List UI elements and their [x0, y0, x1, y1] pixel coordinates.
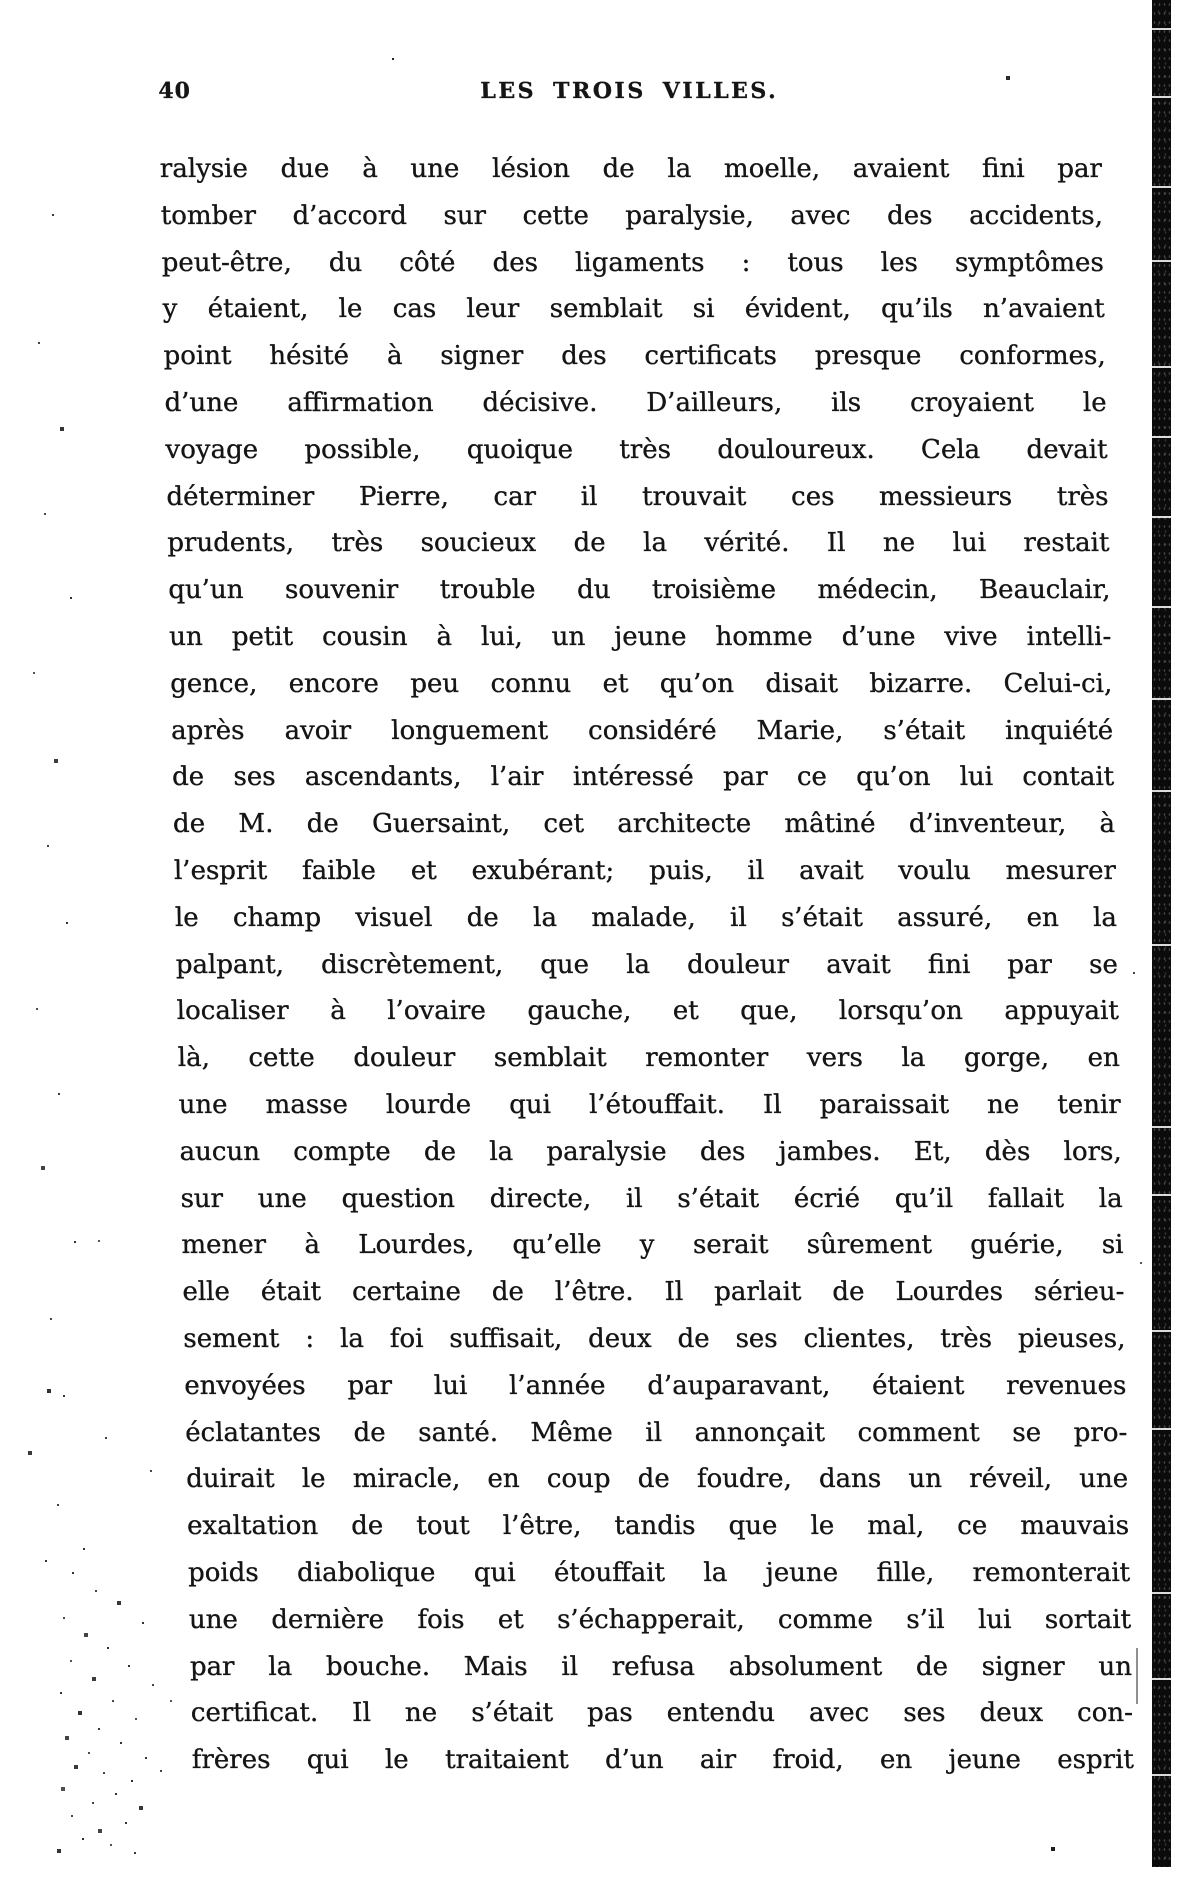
text-column — [158, 76, 1134, 1784]
text-line: par la bouche. Mais il refusa absolument de signer un — [189, 1651, 1133, 1682]
text-line: l’esprit faible et exubérant; puis, il avait voulu mesurer — [173, 855, 1117, 886]
text-line: y étaient, le cas leur semblait si évident, qu’ils n’avaient — [162, 294, 1105, 325]
band-crack — [1152, 96, 1171, 98]
text-line: voyage possible, quoique très douloureux. Cela devait — [165, 434, 1108, 465]
band-crack — [1152, 1678, 1171, 1680]
band-crack — [1152, 1592, 1171, 1594]
band-crack — [1152, 1428, 1171, 1430]
text-line: elle était certaine de l’être. Il parlait de Lourdes sérieu- — [182, 1277, 1125, 1308]
text-line: de M. de Guersaint, cet architecte mâtiné d’inventeur, à — [172, 809, 1116, 840]
band-crack — [1152, 790, 1171, 792]
band-crack — [1152, 1194, 1171, 1196]
text-line: exaltation de tout l’être, tandis que le mal, ce mauvais — [186, 1511, 1130, 1542]
band-crack — [1152, 28, 1171, 30]
band-crack — [1152, 944, 1171, 946]
page-header — [158, 76, 1101, 106]
text-line: éclatantes de santé. Même il annonçait comment se pro- — [184, 1417, 1128, 1448]
text-line: d’une affirmation décisive. D’ailleurs, ils croyaient le — [164, 387, 1107, 418]
body-text — [159, 146, 1134, 1784]
page-number: 40 — [158, 78, 192, 104]
running-title: LES TROIS VILLES. — [480, 78, 779, 104]
text-line: aucun compte de la paralysie des jambes. Et, dès lors, — [179, 1136, 1122, 1167]
text-line: sur une question directe, il s’était écrié qu’il fallait la — [180, 1183, 1123, 1214]
text-line: sement : la foi suffisait, deux de ses clientes, très pieuses, — [183, 1323, 1126, 1354]
band-crack — [1152, 186, 1171, 188]
text-line: après avoir longuement considéré Marie, s’était inquiété — [170, 715, 1114, 746]
text-line: mener à Lourdes, qu’elle y serait sûrement guérie, si — [181, 1230, 1124, 1261]
text-line: une masse lourde qui l’étouffait. Il paraissait ne tenir — [178, 1089, 1121, 1120]
text-line: palpant, discrètement, que la douleur avait fini par se — [175, 949, 1119, 980]
scan-margin-mark — [1136, 1648, 1138, 1704]
band-crack — [1152, 436, 1171, 438]
text-line: de ses ascendants, l’air intéressé par ce qu’on lui contait — [171, 762, 1115, 793]
band-crack — [1152, 516, 1171, 518]
text-line: frères qui le traitaient d’un air froid, en jeune esprit — [191, 1745, 1135, 1776]
text-line: gence, encore peu connu et qu’on disait bizarre. Celui-ci, — [169, 668, 1113, 699]
text-line: point hésité à signer des certificats presque conformes, — [163, 341, 1106, 372]
text-line: là, cette douleur semblait remonter vers la gorge, en — [177, 1043, 1121, 1074]
scan-noise-dense — [0, 0, 2, 2]
text-line: qu’un souvenir trouble du troisième médecin, Beauclair, — [168, 575, 1111, 606]
text-line: un petit cousin à lui, un jeune homme d’une vive intelli- — [168, 621, 1112, 652]
band-crack — [1152, 606, 1171, 608]
text-line: envoyées par lui l’année d’auparavant, étaient revenues — [183, 1370, 1127, 1401]
text-line: déterminer Pierre, car il trouvait ces messieurs très — [166, 481, 1109, 512]
band-crack — [1152, 1126, 1171, 1128]
band-crack — [1152, 1330, 1171, 1332]
scan-gutter-band — [1152, 0, 1171, 1867]
text-line: une dernière fois et s’échapperait, comme s’il lui sortait — [188, 1604, 1132, 1635]
band-crack — [1152, 1774, 1171, 1776]
text-line: poids diabolique qui étouffait la jeune fille, remonterait — [187, 1557, 1131, 1588]
text-line: localiser à l’ovaire gauche, et que, lorsqu’on appuyait — [176, 996, 1120, 1027]
text-line: le champ visuel de la malade, il s’était assuré, en la — [174, 902, 1118, 933]
text-line: peut-être, du côté des ligaments : tous les symptômes — [161, 247, 1105, 278]
band-crack — [1152, 366, 1171, 368]
text-line: ralysie due à une lésion de la moelle, avaient fini par — [159, 154, 1103, 184]
text-line: tomber d’accord sur cette paralysie, avec des accidents, — [160, 200, 1104, 231]
band-crack — [1152, 260, 1171, 262]
band-crack — [1152, 698, 1171, 700]
text-line: prudents, très soucieux de la vérité. Il ne lui restait — [167, 528, 1110, 559]
text-line: duirait le miracle, en coup de foudre, dans un réveil, une — [185, 1464, 1129, 1495]
text-line: certificat. Il ne s’était pas entendu avec ses deux con- — [190, 1698, 1134, 1729]
